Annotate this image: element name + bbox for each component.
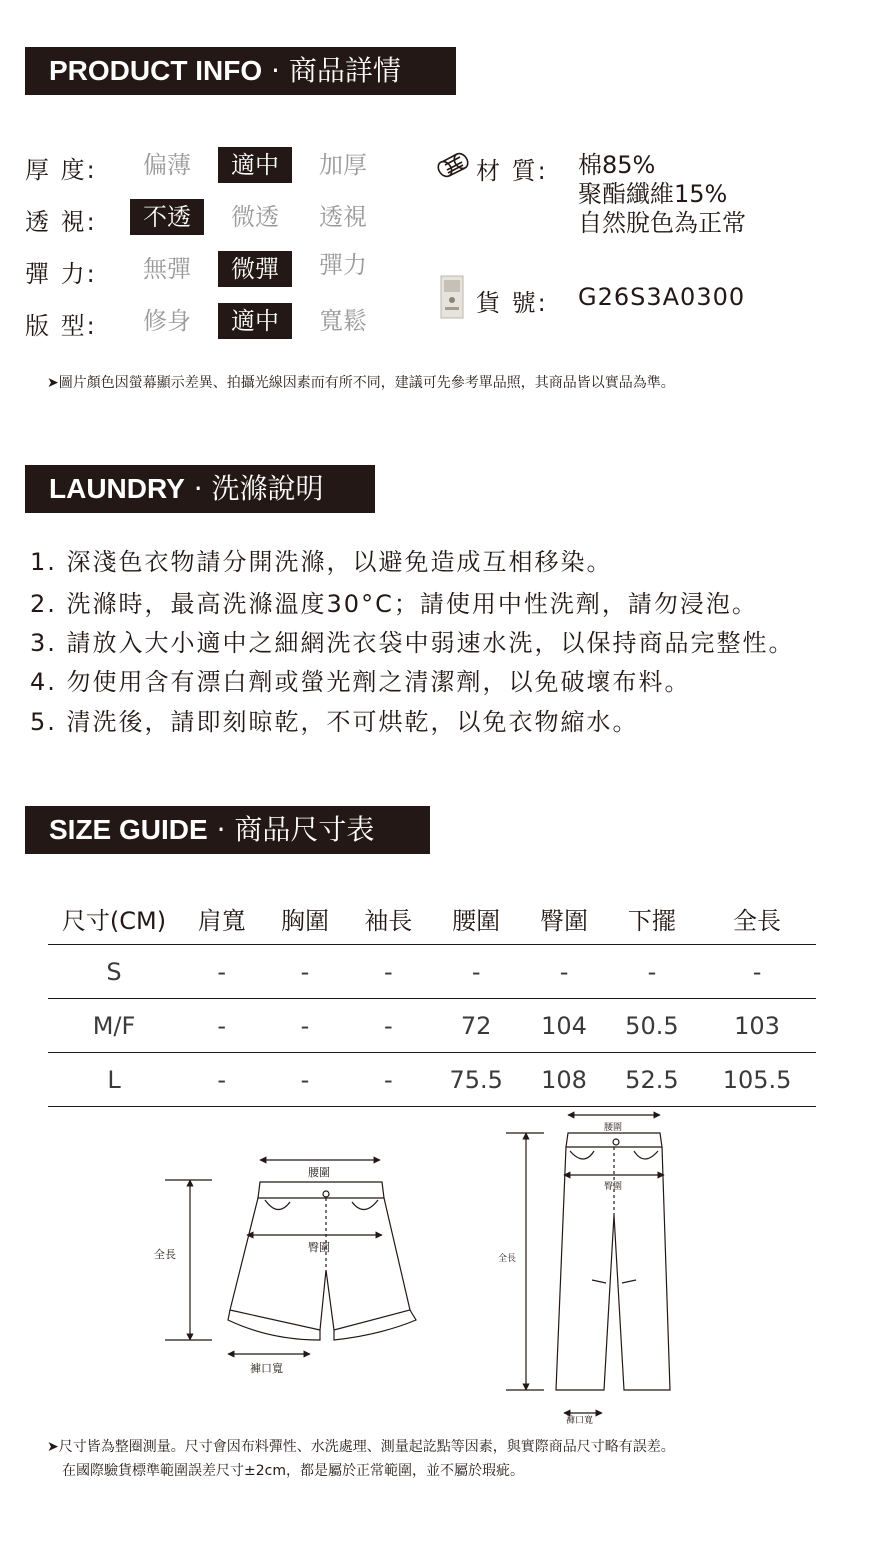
size-cell: - (347, 1053, 430, 1107)
size-note: 在國際驗貨標準範圍誤差尺寸±2cm，都是屬於正常範圍，並不屬於瑕疵。 (62, 1463, 524, 1479)
attr-fit-opt-0: 修身 (143, 307, 191, 335)
size-cell: - (430, 945, 522, 999)
laundry-header-zh: · 洗滌說明 (193, 472, 324, 505)
size-cell: 103 (698, 999, 816, 1053)
table-row (48, 999, 816, 1053)
attr-elasticity-opt-2: 彈力 (319, 251, 367, 279)
size-col-header: 全長 (698, 892, 816, 945)
laundry-item: 5. 清洗後，請即刻晾乾，不可烘乾，以免衣物縮水。 (30, 708, 639, 736)
pants-hem-label: 褲口寬 (566, 1416, 594, 1426)
color-disclaimer: ➤圖片顏色因螢幕顯示差異、拍攝光線因素而有所不同，建議可先參考單品照，其商品皆以實品為準。 (47, 375, 675, 391)
size-guide-header (25, 806, 430, 854)
size-table (48, 892, 816, 1107)
product-info-header (25, 47, 456, 95)
size-cell: 72 (430, 999, 522, 1053)
size-col-header: 胸圍 (263, 892, 346, 945)
material-line: 聚酯纖維15% (578, 180, 728, 208)
size-col-header: 臀圍 (522, 892, 605, 945)
laundry-item: 2. 洗滌時，最高洗滌溫度30°C；請使用中性洗劑，請勿浸泡。 (30, 590, 758, 618)
attr-fit-opt-2: 寬鬆 (319, 307, 367, 335)
material-label: 材 質: (476, 157, 548, 185)
pants-length-label: 全長 (498, 1254, 517, 1264)
product-info-header-en: PRODUCT INFO (49, 55, 263, 86)
attr-label-fit: 版 型: (25, 312, 97, 340)
size-cell: M/F (48, 999, 180, 1053)
size-col-header: 袖長 (347, 892, 430, 945)
sku-label: 貨 號: (476, 289, 548, 317)
shorts-hip-label: 臀圍 (308, 1241, 330, 1254)
size-cell: - (522, 945, 605, 999)
size-table-header-row (48, 892, 816, 945)
size-cell: 105.5 (698, 1053, 816, 1107)
attr-transparency-opt-0: 不透 (130, 199, 204, 235)
size-col-header: 腰圍 (430, 892, 522, 945)
pants-waist-label: 腰圍 (604, 1123, 623, 1133)
size-col-header: 肩寬 (180, 892, 263, 945)
sku-value: G26S3A0300 (578, 283, 746, 311)
size-cell: - (180, 999, 263, 1053)
size-cell: - (606, 945, 698, 999)
size-cell: L (48, 1053, 180, 1107)
size-cell: 104 (522, 999, 605, 1053)
material-line: 棉85% (578, 151, 656, 179)
attr-label-thickness: 厚 度: (25, 156, 97, 184)
product-info-header-zh: · 商品詳情 (271, 54, 401, 87)
size-cell: - (347, 999, 430, 1053)
shorts-waist-label: 腰圍 (308, 1166, 330, 1179)
attr-label-elasticity: 彈 力: (25, 260, 97, 288)
attr-thickness-opt-1: 適中 (218, 147, 292, 183)
table-row (48, 1053, 816, 1107)
size-cell: - (180, 945, 263, 999)
attr-transparency-opt-2: 透視 (319, 203, 367, 231)
attr-elasticity-opt-0: 無彈 (143, 255, 191, 283)
material-line: 自然脫色為正常 (578, 209, 746, 237)
laundry-item: 3. 請放入大小適中之細網洗衣袋中弱速水洗，以保持商品完整性。 (30, 629, 795, 657)
attr-thickness-opt-2: 加厚 (319, 151, 367, 179)
attr-elasticity-opt-1: 微彈 (218, 251, 292, 287)
tag-icon (440, 275, 464, 319)
size-cell: 75.5 (430, 1053, 522, 1107)
pants-diagram (490, 1105, 690, 1435)
size-cell: - (263, 1053, 346, 1107)
size-cell: - (180, 1053, 263, 1107)
laundry-item: 4. 勿使用含有漂白劑或螢光劑之清潔劑，以免破壞布料。 (30, 668, 691, 696)
size-cell: 52.5 (606, 1053, 698, 1107)
size-col-header: 下擺 (606, 892, 698, 945)
size-cell: - (263, 945, 346, 999)
material-values (578, 151, 746, 238)
size-cell: 108 (522, 1053, 605, 1107)
thread-spool-icon (436, 152, 472, 180)
shorts-hem-label: 褲口寬 (250, 1362, 283, 1375)
attr-thickness-opt-0: 偏薄 (143, 151, 191, 179)
size-cell: - (698, 945, 816, 999)
shorts-diagram (140, 1140, 440, 1390)
size-guide-header-en: SIZE GUIDE (49, 814, 208, 845)
laundry-item: 1. 深淺色衣物請分開洗滌，以避免造成互相移染。 (30, 548, 613, 576)
attr-transparency-opt-1: 微透 (231, 203, 279, 231)
pants-hip-label: 臀圍 (604, 1182, 623, 1192)
size-cell: - (347, 945, 430, 999)
attr-fit-opt-1: 適中 (218, 303, 292, 339)
size-cell: S (48, 945, 180, 999)
size-cell: - (263, 999, 346, 1053)
shorts-length-label: 全長 (154, 1248, 176, 1261)
laundry-header-en: LAUNDRY (49, 473, 185, 504)
size-note: ➤尺寸皆為整圈測量。尺寸會因布料彈性、水洗處理、測量起訖點等因素，與實際商品尺寸略有誤差。 (47, 1439, 675, 1455)
size-cell: 50.5 (606, 999, 698, 1053)
attr-label-transparency: 透 視: (25, 208, 97, 236)
size-col-header: 尺寸(CM) (48, 892, 180, 945)
size-guide-header-zh: · 商品尺寸表 (216, 813, 375, 846)
table-row (48, 945, 816, 999)
laundry-header (25, 465, 375, 513)
